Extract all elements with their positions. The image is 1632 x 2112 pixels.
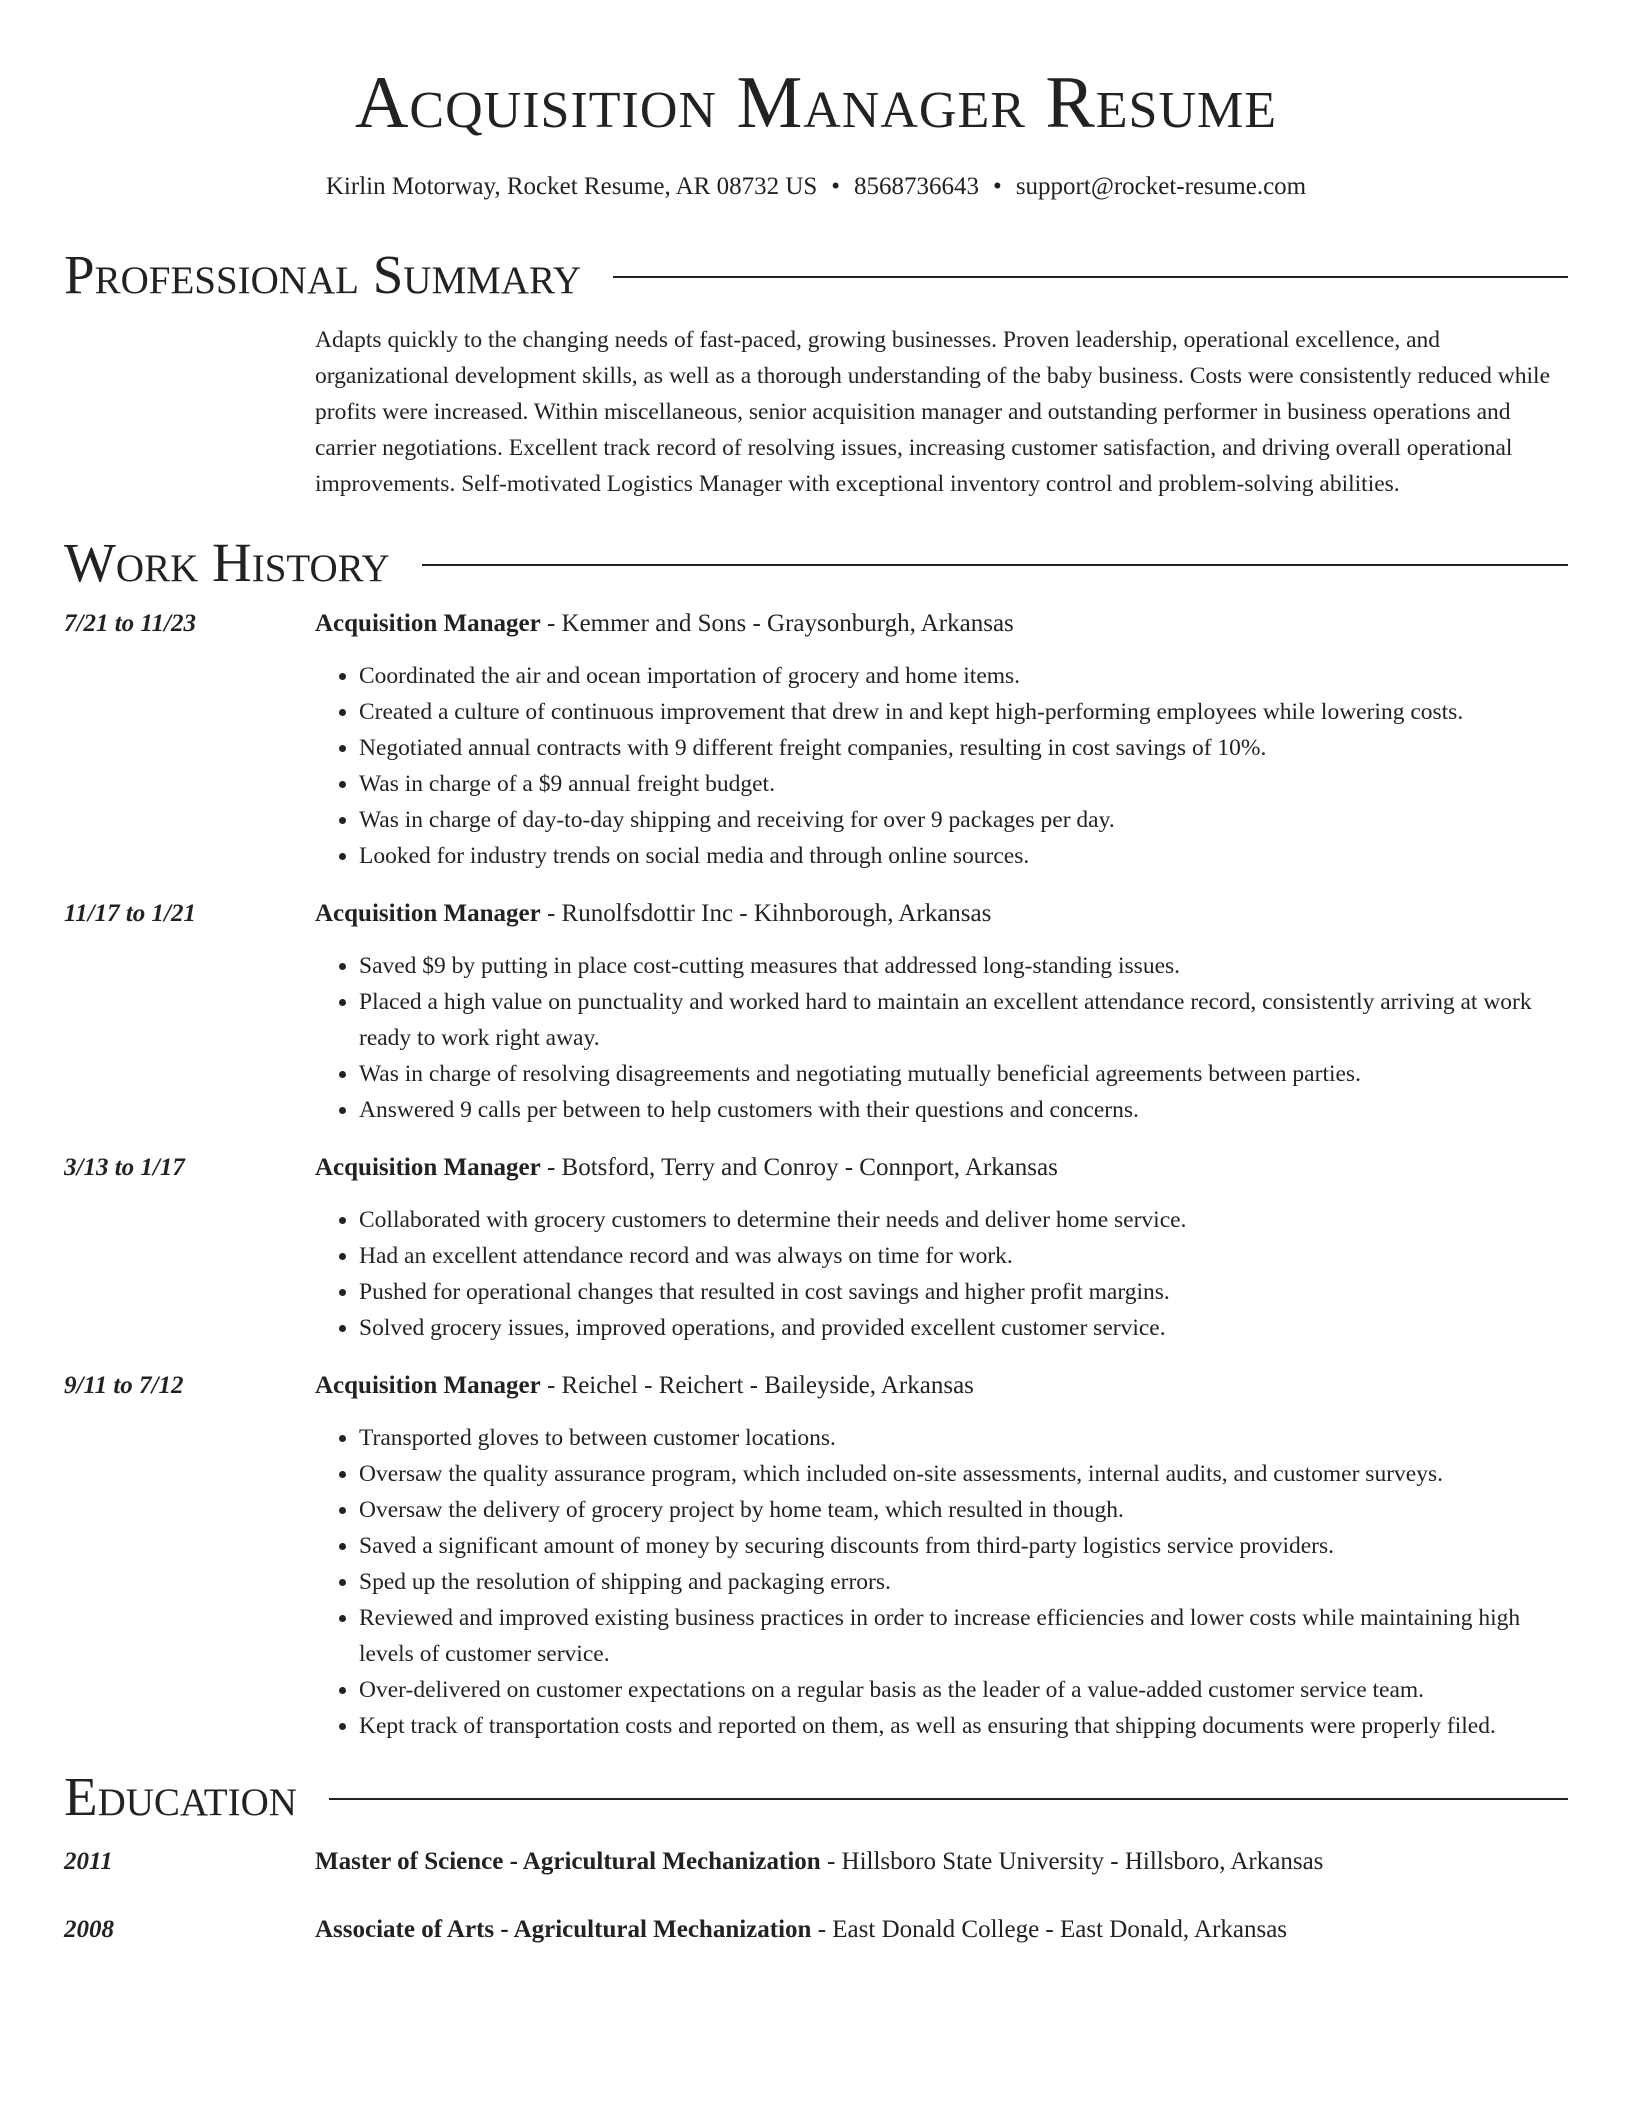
education-entry xyxy=(64,1844,1568,1880)
resume-title: Acquisition Manager Resume xyxy=(354,62,1278,144)
section-divider xyxy=(329,1798,1568,1800)
job-bullet: • Saved $9 by putting in place cost-cutting measures that addressed long-standing issues. xyxy=(359,948,1568,984)
job-bullet: • Looked for industry trends on social media and through online sources. xyxy=(359,838,1568,874)
job-role: Acquisition Manager xyxy=(315,1372,541,1399)
job-bullet: • Had an excellent attendance record and was always on time for work. xyxy=(359,1238,1568,1274)
job-details: - Botsford, Terry and Conroy - Connport, Arkansas xyxy=(540,1154,1058,1181)
education-details: - East Donald College - East Donald, Arkansas xyxy=(811,1916,1288,1943)
job-bullet: • Sped up the resolution of shipping and packaging errors. xyxy=(359,1564,1568,1600)
job-bullet: • Transported gloves to between customer locations. xyxy=(359,1420,1568,1456)
contact-separator: • xyxy=(993,173,1002,200)
job-role: Acquisition Manager xyxy=(315,900,541,927)
summary-section-header xyxy=(64,244,1568,306)
education-year: 2011 xyxy=(64,1848,113,1875)
job-bullet: • Coordinated the air and ocean importation of grocery and home items. xyxy=(359,658,1568,694)
job-details: - Reichel - Reichert - Baileyside, Arkansas xyxy=(540,1372,974,1399)
job-dates: 11/17 to 1/21 xyxy=(64,900,196,927)
job-title-line xyxy=(315,606,1568,642)
job-bullet: • Created a culture of continuous improvement that drew in and kept high-performing employees while lowering costs. xyxy=(359,694,1568,730)
job-bullet: • Kept track of transportation costs and reported on them, as well as ensuring that shipping documents were properly filed. xyxy=(359,1708,1568,1744)
education-section-title: Education xyxy=(64,1766,297,1827)
job-bullet: • Oversaw the quality assurance program, which included on-site assessments, internal audits, and customer surveys. xyxy=(359,1456,1568,1492)
education-entry xyxy=(64,1912,1568,1948)
job-bullet: • Reviewed and improved existing business practices in order to increase efficiencies and lower costs while maintaining high levels of customer service. xyxy=(359,1600,1568,1672)
job-bullet: • Collaborated with grocery customers to determine their needs and deliver home service. xyxy=(359,1202,1568,1238)
job-bullet-list xyxy=(315,1420,1568,1744)
job-content xyxy=(315,896,1568,1128)
job-bullet: • Negotiated annual contracts with 9 different freight companies, resulting in cost savings of 10%. xyxy=(359,730,1568,766)
job-content xyxy=(315,606,1568,874)
education-details: - Hillsboro State University - Hillsboro, Arkansas xyxy=(820,1848,1324,1875)
job-dates: 9/11 to 7/12 xyxy=(64,1372,184,1399)
job-entry xyxy=(64,1150,1568,1346)
section-divider xyxy=(613,276,1568,278)
job-bullet: • Answered 9 calls per between to help customers with their questions and concerns. xyxy=(359,1092,1568,1128)
education-degree: Associate of Arts - Agricultural Mechanization xyxy=(315,1916,812,1943)
job-bullet-list xyxy=(315,658,1568,874)
job-dates: 7/21 to 11/23 xyxy=(64,610,196,637)
job-bullet-list xyxy=(315,948,1568,1128)
job-role: Acquisition Manager xyxy=(315,610,541,637)
job-details: - Kemmer and Sons - Graysonburgh, Arkansas xyxy=(540,610,1014,637)
job-bullet: • Was in charge of resolving disagreements and negotiating mutually beneficial agreements between parties. xyxy=(359,1056,1568,1092)
summary-section-title: Professional Summary xyxy=(64,244,582,305)
job-bullet: • Placed a high value on punctuality and worked hard to maintain an excellent attendance record, consistently arriving at work ready to work right away. xyxy=(359,984,1568,1056)
job-content xyxy=(315,1150,1568,1346)
work-section-header xyxy=(64,532,1568,594)
job-details: - Runolfsdottir Inc - Kihnborough, Arkansas xyxy=(540,900,992,927)
job-bullet: • Saved a significant amount of money by securing discounts from third-party logistics service providers. xyxy=(359,1528,1568,1564)
job-entry xyxy=(64,606,1568,874)
job-entry xyxy=(64,1368,1568,1744)
contact-line xyxy=(64,170,1568,204)
education-line xyxy=(315,1844,1568,1880)
education-year: 2008 xyxy=(64,1916,114,1943)
education-degree: Master of Science - Agricultural Mechanization xyxy=(315,1848,821,1875)
job-entry xyxy=(64,896,1568,1128)
contact-email: support@rocket-resume.com xyxy=(1015,173,1307,200)
summary-text: Adapts quickly to the changing needs of fast-paced, growing businesses. Proven leadership, operational excellence, and organizational development skills, as well as a thorough understanding of the baby business. Costs were consistently reduced while profits were increased. Within miscellaneous, senior acquisition manager and outstanding performer in business operations and carrier negotiations. Excellent track record of resolving issues, increasing customer satisfaction, and driving overall operational improvements. Self-motivated Logistics Manager with exceptional inventory control and problem-solving abilities. xyxy=(315,327,1551,497)
contact-address: Kirlin Motorway, Rocket Resume, AR 08732 US xyxy=(325,173,818,200)
job-title-line xyxy=(315,1150,1568,1186)
job-dates: 3/13 to 1/17 xyxy=(64,1154,185,1181)
education-section-header xyxy=(64,1766,1568,1828)
job-bullet: • Over-delivered on customer expectations on a regular basis as the leader of a value-added customer service team. xyxy=(359,1672,1568,1708)
job-bullet-list xyxy=(315,1202,1568,1346)
job-title-line xyxy=(315,1368,1568,1404)
job-role: Acquisition Manager xyxy=(315,1154,541,1181)
work-section-title: Work History xyxy=(64,532,390,593)
job-bullet: • Solved grocery issues, improved operations, and provided excellent customer service. xyxy=(359,1310,1568,1346)
job-content xyxy=(315,1368,1568,1744)
education-line xyxy=(315,1912,1568,1948)
job-bullet: • Oversaw the delivery of grocery project by home team, which resulted in though. xyxy=(359,1492,1568,1528)
contact-separator: • xyxy=(831,173,841,200)
job-title-line xyxy=(315,896,1568,932)
job-bullet: • Pushed for operational changes that resulted in cost savings and higher profit margins. xyxy=(359,1274,1568,1310)
job-bullet: • Was in charge of day-to-day shipping and receiving for over 9 packages per day. xyxy=(359,802,1568,838)
section-divider xyxy=(422,564,1568,566)
resume-page xyxy=(64,0,1568,1948)
contact-phone: 8568736643 xyxy=(854,173,980,200)
job-bullet: • Was in charge of a $9 annual freight budget. xyxy=(359,766,1568,802)
